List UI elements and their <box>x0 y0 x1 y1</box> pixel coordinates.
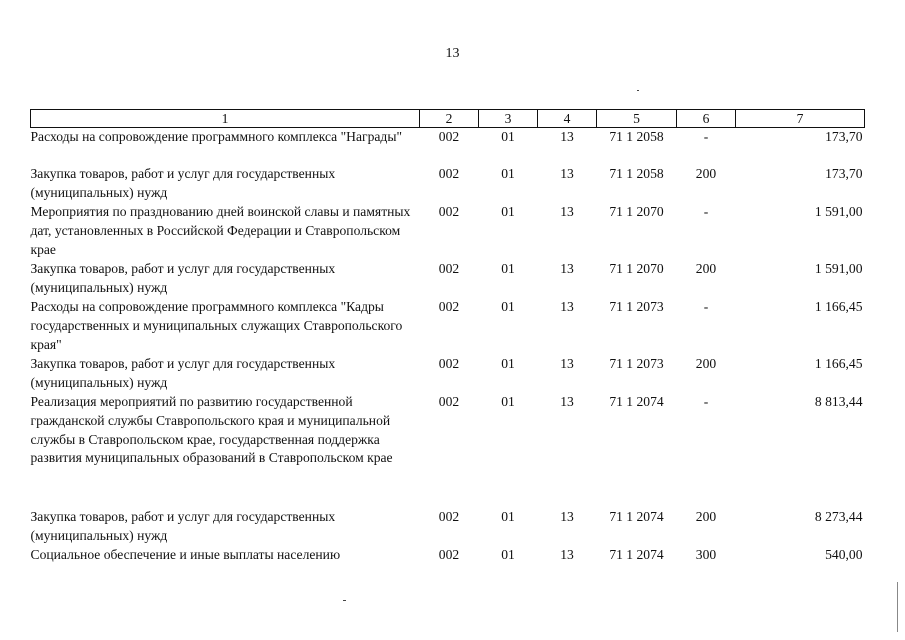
expense-type-code: 200 <box>695 356 717 371</box>
subsection-code: 13 <box>560 261 574 276</box>
target-article-code: 71 1 2074 <box>609 547 664 562</box>
target-article-code: 71 1 2073 <box>609 299 664 314</box>
column-header: 2 <box>420 110 479 128</box>
subsection-code: 13 <box>560 356 574 371</box>
amount: 173,70 <box>825 129 863 144</box>
expense-name: Расходы на сопровождение программного комплекса "Награды" <box>30 129 403 144</box>
subsection-code: 13 <box>560 129 574 144</box>
amount: 8 813,44 <box>814 394 863 409</box>
page-number: 13 <box>445 46 460 61</box>
budget-table <box>30 109 865 566</box>
section-code: 01 <box>501 129 515 144</box>
subsection-code: 13 <box>560 204 574 219</box>
column-header: 3 <box>479 110 538 128</box>
target-article-code: 71 1 2058 <box>609 166 664 181</box>
amount: 8 273,44 <box>814 509 863 524</box>
amount: 540,00 <box>825 547 863 562</box>
subsection-code: 13 <box>560 394 574 409</box>
ministry-code: 002 <box>438 356 460 371</box>
section-code: 01 <box>501 299 515 314</box>
target-article-code: 71 1 2073 <box>609 356 664 371</box>
table-row <box>31 355 865 393</box>
expense-type-code: - <box>703 129 709 144</box>
section-code: 01 <box>501 394 515 409</box>
ministry-code: 002 <box>438 299 460 314</box>
table-row <box>31 298 865 355</box>
amount: 1 591,00 <box>814 204 863 219</box>
section-code: 01 <box>501 204 515 219</box>
table-row <box>31 508 865 546</box>
amount: 1 591,00 <box>814 261 863 276</box>
expense-name: Закупка товаров, работ и услуг для государственных (муниципальных) нужд <box>30 356 336 390</box>
column-header: 6 <box>677 110 736 128</box>
scan-edge-line <box>897 582 898 632</box>
column-header: 5 <box>597 110 677 128</box>
expense-name: Социальное обеспечение и иные выплаты населению <box>30 547 341 562</box>
expense-type-code: 200 <box>695 166 717 181</box>
target-article-code: 71 1 2070 <box>609 204 664 219</box>
table-row <box>31 546 865 566</box>
subsection-code: 13 <box>560 166 574 181</box>
subsection-code: 13 <box>560 547 574 562</box>
column-header: 7 <box>736 110 865 128</box>
section-code: 01 <box>501 166 515 181</box>
expense-name: Реализация мероприятий по развитию государственной гражданской службы Ставропольского края и муниципальной службы в Ставропольском крае, государственная поддержка развития муниципальных образований в Ставропольском крае <box>30 394 393 466</box>
expense-type-code: 200 <box>695 509 717 524</box>
table-row <box>31 128 865 166</box>
ministry-code: 002 <box>438 204 460 219</box>
table-row <box>31 203 865 260</box>
amount: 173,70 <box>825 166 863 181</box>
table-row <box>31 393 865 508</box>
scan-speck <box>343 600 346 601</box>
scan-speck <box>637 90 639 91</box>
table-row <box>31 165 865 203</box>
section-code: 01 <box>501 356 515 371</box>
column-header: 4 <box>538 110 597 128</box>
target-article-code: 71 1 2074 <box>609 394 664 409</box>
expense-type-code: 200 <box>695 261 717 276</box>
section-code: 01 <box>501 547 515 562</box>
amount: 1 166,45 <box>814 299 863 314</box>
ministry-code: 002 <box>438 394 460 409</box>
ministry-code: 002 <box>438 509 460 524</box>
expense-type-code: 300 <box>695 547 717 562</box>
target-article-code: 71 1 2058 <box>609 129 664 144</box>
subsection-code: 13 <box>560 509 574 524</box>
ministry-code: 002 <box>438 166 460 181</box>
ministry-code: 002 <box>438 547 460 562</box>
table-header-row <box>31 110 865 128</box>
target-article-code: 71 1 2074 <box>609 509 664 524</box>
section-code: 01 <box>501 261 515 276</box>
subsection-code: 13 <box>560 299 574 314</box>
expense-name: Расходы на сопровождение программного комплекса "Кадры государственных и муниципальных служащих Ставропольского края" <box>30 299 403 352</box>
column-header: 1 <box>31 110 420 128</box>
section-code: 01 <box>501 509 515 524</box>
expense-name: Закупка товаров, работ и услуг для государственных (муниципальных) нужд <box>30 166 336 200</box>
target-article-code: 71 1 2070 <box>609 261 664 276</box>
expense-type-code: - <box>703 299 709 314</box>
ministry-code: 002 <box>438 129 460 144</box>
expense-name: Закупка товаров, работ и услуг для государственных (муниципальных) нужд <box>30 509 336 543</box>
expense-type-code: - <box>703 204 709 219</box>
ministry-code: 002 <box>438 261 460 276</box>
expense-name: Мероприятия по празднованию дней воинской славы и памятных дат, установленных в Российской Федерации и Ставропольском крае <box>30 204 411 257</box>
expense-name: Закупка товаров, работ и услуг для государственных (муниципальных) нужд <box>30 261 336 295</box>
table-row <box>31 260 865 298</box>
amount: 1 166,45 <box>814 356 863 371</box>
expense-type-code: - <box>703 394 709 409</box>
